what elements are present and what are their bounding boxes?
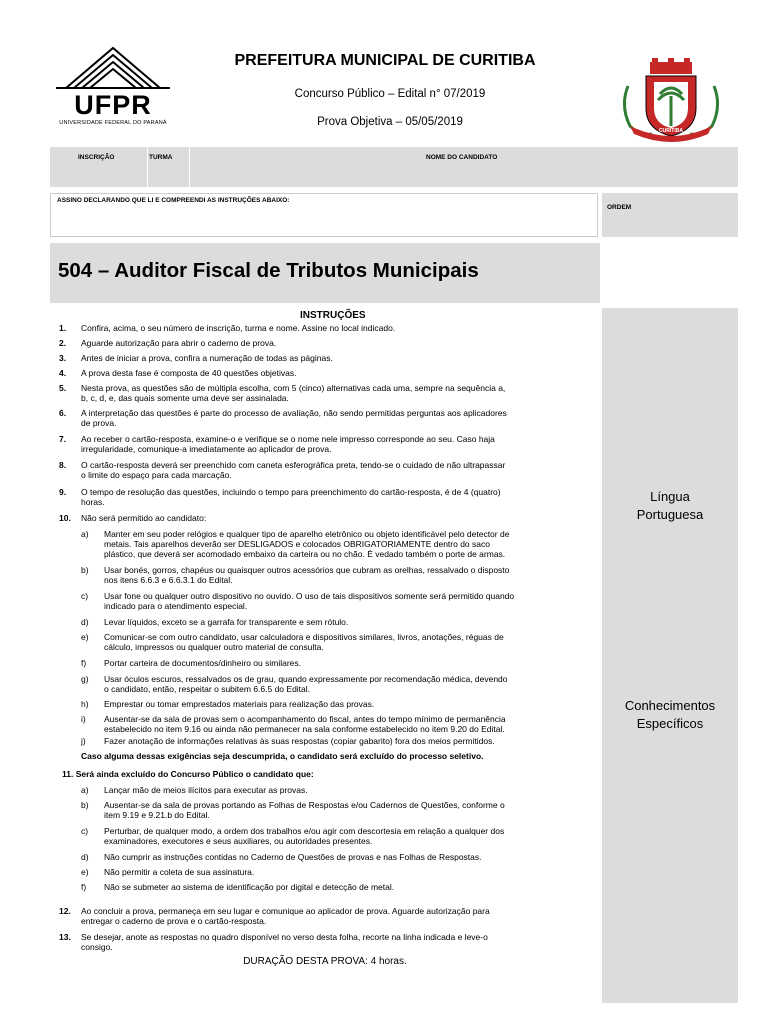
instruction-10h: Emprestar ou tomar emprestados materiais para realização das provas.	[104, 699, 375, 709]
item-number: 2.	[59, 338, 67, 348]
item-number: 7.	[59, 434, 67, 444]
exam-title-band	[50, 243, 600, 303]
signature-label: ASSINO DECLARANDO QUE LI E COMPREENDI AS INSTRUÇÕES ABAIXO:	[57, 197, 290, 204]
signature-field[interactable]	[50, 193, 598, 237]
instruction-10c-line1: Usar fone ou qualquer outro dispositivo no ouvido. O uso de tais dispositivos somente será permitido quando	[104, 591, 515, 601]
instruction-4: A prova desta fase é composta de 40 questões objetivas.	[81, 368, 297, 378]
ordem-field[interactable]	[602, 193, 738, 237]
turma-label: TURMA	[149, 154, 173, 161]
instruction-9-line2: horas.	[81, 497, 105, 507]
candidate-info-row	[50, 147, 738, 187]
subject1-line1: Língua	[650, 489, 690, 504]
instruction-10i-line2: estabelecido no item 9.16 ou ainda não permanecer na sala conforme estabelecido no item 9.20 do Edital.	[104, 724, 505, 734]
sub-item-letter: b)	[81, 800, 89, 810]
instruction-11f: Não se submeter ao sistema de identificação por digital e detecção de metal.	[104, 882, 395, 892]
curitiba-coat-of-arms-icon	[616, 56, 726, 144]
subject1-line2: Portuguesa	[636, 507, 704, 522]
instruction-10: Não será permitido ao candidato:	[81, 513, 207, 523]
instruction-1: Confira, acima, o seu número de inscrição, turma e nome. Assine no local indicado.	[81, 323, 396, 333]
instruction-3: Antes de iniciar a prova, confira a numeração de todas as páginas.	[81, 353, 333, 363]
item-number: 13.	[59, 932, 71, 942]
sub-item-letter: e)	[81, 867, 89, 877]
instruction-10j: Fazer anotação de informações relativas às suas respostas (copiar gabarito) fora dos meios permitidos.	[104, 736, 495, 746]
instruction-10g-line2: o candidato, então, respeitar o subitem 6.6.5 do Edital.	[104, 684, 311, 694]
instruction-5-line2: b, c, d, e, das quais somente uma deve ser assinalada.	[81, 393, 289, 403]
instruction-7-line2: irregularidade, comunique-a imediatamente ao aplicador de prova.	[81, 444, 332, 454]
sub-item-letter: g)	[81, 674, 89, 684]
sub-item-letter: d)	[81, 617, 89, 627]
nome-field[interactable]	[189, 147, 738, 187]
sub-item-letter: f)	[81, 658, 87, 668]
instruction-11c-line1: Perturbar, de qualquer modo, a ordem dos trabalhos e/ou agir com descortesia em relação a qualquer dos	[104, 826, 505, 836]
ufpr-logo-subtext: UNIVERSIDADE FEDERAL DO PARANÁ	[59, 120, 167, 126]
instruction-8-line1: O cartão-resposta deverá ser preenchido com caneta esferográfica preta, tendo-se o cuidado de não ultrapassar	[81, 460, 506, 470]
page-title: PREFEITURA MUNICIPAL DE CURITIBA	[234, 52, 536, 69]
signature-row	[50, 193, 738, 237]
instruction-11: 11. Será ainda excluído do Concurso Público o candidato que:	[62, 769, 314, 779]
sub-item-letter: d)	[81, 852, 89, 862]
instruction-9-line1: O tempo de resolução das questões, incluindo o tempo para preenchimento do cartão-resposta, é de 4 (quatro)	[81, 487, 501, 497]
subject-conhecimentos-especificos	[602, 697, 738, 733]
instruction-10a-line3: plástico, que deverá ser acomodado embaixo da carteira ou no chão. É vedado também o porte de armas.	[104, 549, 506, 559]
instruction-10e-line1: Comunicar-se com outro candidato, usar calculadora e dispositivos similares, livros, anotações, réguas de	[104, 632, 504, 642]
instruction-10a-line2: metais. Tais aparelhos deverão ser DESLIGADOS e colocados OBRIGATORIAMENTE dentro do saco	[104, 539, 490, 549]
instruction-5-line1: Nesta prova, as questões são de múltipla escolha, com 5 (cinco) alternativas cada uma, sempre na sequência a,	[81, 383, 506, 393]
subjects-sidebar	[602, 308, 738, 1003]
sub-item-letter: c)	[81, 826, 89, 836]
instruction-8-line2: o limite do espaço para cada marcação.	[81, 470, 232, 480]
item-number: 12.	[59, 906, 71, 916]
sub-item-letter: j)	[81, 736, 86, 746]
instruction-10b-line1: Usar bonés, gorros, chapéus ou quaisquer outros acessórios que cubram as orelhas, ressalvado o disposto	[104, 565, 510, 575]
instruction-13-line2: consigo.	[81, 942, 113, 952]
item-number: 6.	[59, 408, 67, 418]
crest-ribbon-text: CURITIBA	[659, 128, 683, 134]
item-number: 8.	[59, 460, 67, 470]
instructions-title: INSTRUÇÕES	[300, 310, 366, 321]
instruction-11c-line2: examinadores, executores e seus auxiliares, ou autoridades presentes.	[104, 836, 373, 846]
subject2-line1: Conhecimentos	[624, 698, 716, 713]
sub-item-letter: f)	[81, 882, 87, 892]
sub-item-letter: b)	[81, 565, 89, 575]
instruction-10a-line1: Manter em seu poder relógios e qualquer tipo de aparelho eletrônico ou objeto identificável pelo detector de	[104, 529, 510, 539]
sub-item-letter: e)	[81, 632, 89, 642]
instruction-12-line2: entregar o caderno de prova e o cartão-resposta.	[81, 916, 267, 926]
instruction-11b-line2: item 9.19 e 9.21.b do Edital.	[104, 810, 210, 820]
instruction-2: Aguarde autorização para abrir o caderno de prova.	[81, 338, 277, 348]
exam-duration: DURAÇÃO DESTA PROVA: 4 horas.	[243, 956, 407, 967]
sub-item-letter: a)	[81, 529, 89, 539]
item-number: 1.	[59, 323, 67, 333]
instruction-11e: Não permitir a coleta de sua assinatura.	[104, 867, 255, 877]
sub-item-letter: i)	[81, 714, 86, 724]
edital-subtitle: Concurso Público – Edital n° 07/2019	[294, 88, 486, 100]
instruction-11b-line1: Ausentar-se da sala de provas portando as Folhas de Respostas e/ou Cadernos de Questões, conforme o	[104, 800, 505, 810]
instruction-10d: Levar líquidos, exceto se a garrafa for transparente e sem rótulo.	[104, 617, 349, 627]
subject2-line2: Específicos	[636, 716, 704, 731]
instruction-11a: Lançar mão de meios ilícitos para executar as provas.	[104, 785, 308, 795]
sub-item-letter: h)	[81, 699, 89, 709]
exclusion-note: Caso alguma dessas exigências seja descumprida, o candidato será excluído do processo seletivo.	[81, 751, 484, 761]
instruction-10b-line2: nos itens 6.6.3 e 6.6.3.1 do Edital.	[104, 575, 233, 585]
item-number: 3.	[59, 353, 67, 363]
ordem-label: ORDEM	[607, 204, 632, 211]
item-number: 9.	[59, 487, 67, 497]
subject-lingua-portuguesa	[602, 488, 738, 524]
inscricao-field[interactable]	[50, 147, 148, 187]
instruction-6-line2: de prova.	[81, 418, 117, 428]
nome-label: NOME DO CANDIDATO	[426, 154, 498, 161]
ufpr-logo-text: UFPR	[74, 90, 152, 120]
instruction-10g-line1: Usar óculos escuros, ressalvados os de grau, quando expressamente por recomendação médica, devendo	[104, 674, 508, 684]
sub-item-letter: a)	[81, 785, 89, 795]
exam-title: 504 – Auditor Fiscal de Tributos Municipais	[58, 259, 479, 282]
instruction-7-line1: Ao receber o cartão-resposta, examine-o e verifique se o nome nele impresso corresponde ao seu. Caso haja	[81, 434, 495, 444]
instruction-13-line1: Se desejar, anote as respostas no quadro disponível no verso desta folha, recorte na linha indicada e leve-o	[81, 932, 488, 942]
sub-item-letter: c)	[81, 591, 89, 601]
instruction-6-line1: A interpretação das questões é parte do processo de avaliação, não sendo permitidas perguntas aos aplicadores	[81, 408, 507, 418]
instruction-10c-line2: indicado para o atendimento especial.	[104, 601, 248, 611]
instruction-11d: Não cumprir as instruções contidas no Caderno de Questões de provas e nas Folhas de Respostas.	[104, 852, 482, 862]
item-number: 4.	[59, 368, 67, 378]
item-number: 10.	[59, 513, 71, 523]
instruction-10i-line1: Ausentar-se da sala de provas sem o acompanhamento do fiscal, antes do tempo mínimo de permanência	[104, 714, 506, 724]
inscricao-label: INSCRIÇÃO	[78, 154, 115, 161]
item-number: 5.	[59, 383, 67, 393]
instruction-10e-line2: cálculo, impressos ou qualquer outro material de consulta.	[104, 642, 324, 652]
instruction-12-line1: Ao concluir a prova, permaneça em seu lugar e comunique ao aplicador de prova. Aguarde autorização para	[81, 906, 490, 916]
instruction-10f: Portar carteira de documentos/dinheiro ou similares.	[104, 658, 302, 668]
turma-field[interactable]	[147, 147, 190, 187]
exam-date-subtitle: Prova Objetiva – 05/05/2019	[317, 116, 463, 128]
